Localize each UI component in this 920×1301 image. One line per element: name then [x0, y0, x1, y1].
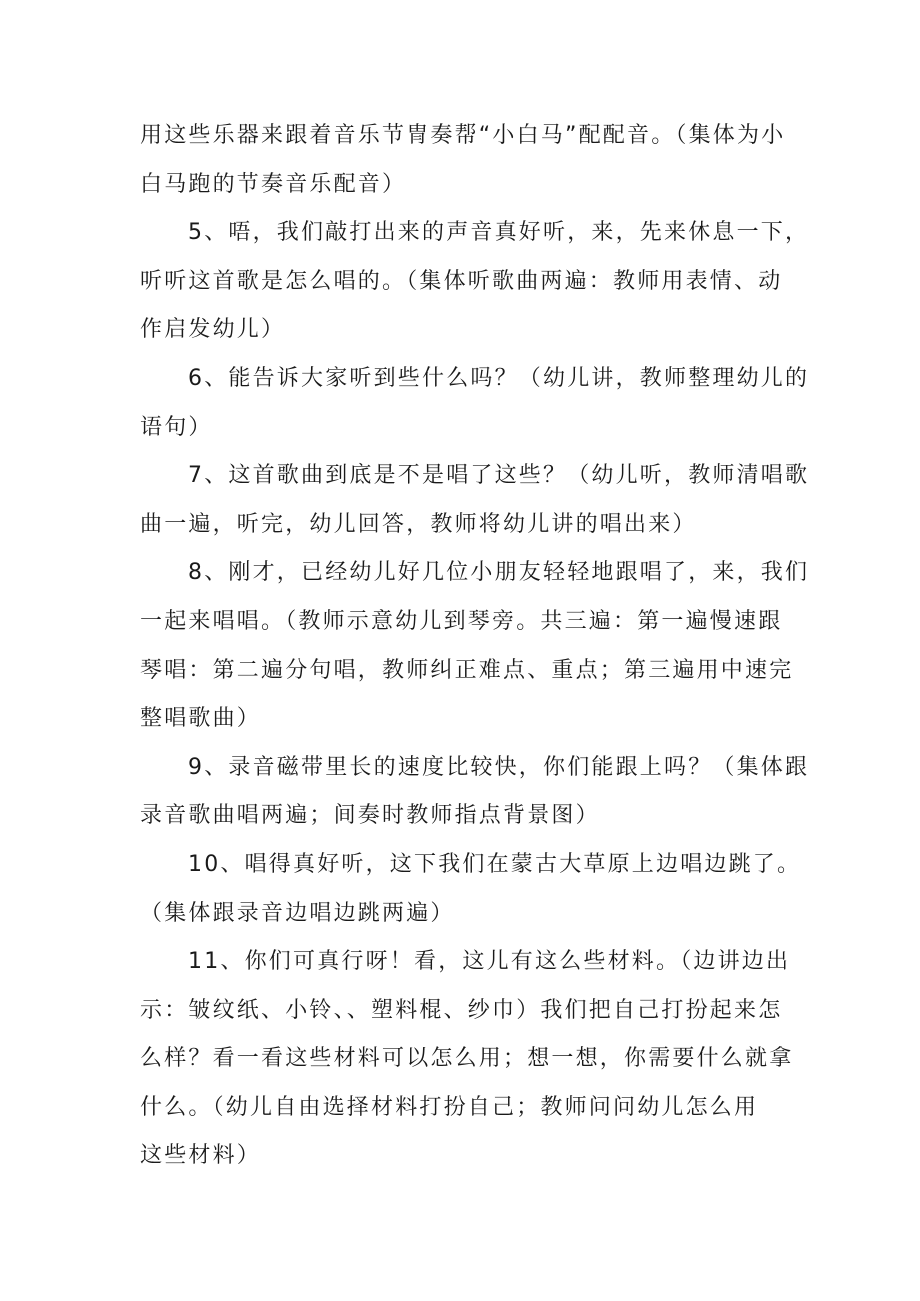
text-line: 什么。（幼儿自由选择材料打扮自己；教师问问幼儿怎么用 — [140, 1094, 759, 1120]
paragraph-line-11: 11、你们可真行呀！看，这儿有这么些材料。（边讲边出 — [188, 949, 791, 975]
text-line: 整唱歌曲） — [140, 706, 262, 732]
paragraph-line-5: 5、唔，我们敲打出来的声音真好听，来，先来休息一下， — [188, 220, 810, 246]
text-line: 作启发幼儿） — [140, 317, 286, 343]
text-line: 录音歌曲唱两遍；间奏时教师指点背景图） — [140, 803, 600, 829]
paragraph-line-6: 6、能告诉大家听到些什么吗？（幼儿讲，教师整理幼儿的 — [188, 365, 810, 391]
paragraph-line-10: 10、唱得真好听，这下我们在蒙古大草原上边唱边跳了。 — [188, 851, 802, 877]
paragraph-line-8: 8、刚才，已经幼儿好几位小朋友轻轻地跟唱了，来，我们 — [188, 560, 810, 586]
text-line: 听听这首歌是怎么唱的。（集体听歌曲两遍：教师用表情、动 — [140, 268, 783, 294]
text-line: 么样？看一看这些材料可以怎么用；想一想，你需要什么就拿 — [140, 1046, 794, 1072]
text-line: 示：皱纹纸、小铃、、塑料棍、纱巾）我们把自己打扮起来怎 — [140, 997, 783, 1023]
text-line: 曲一遍，听完，幼儿回答，教师将幼儿讲的唱出来） — [140, 511, 697, 537]
paragraph-line-7: 7、这首歌曲到底是不是唱了这些？（幼儿听，教师清唱歌 — [188, 463, 810, 489]
text-line: 用这些乐器来跟着音乐节冑奏帮“小白马”配配音。（集体为小 — [140, 123, 786, 148]
paragraph-line-9: 9、录音磁带里长的速度比较快，你们能跟上吗？（集体跟 — [188, 754, 810, 780]
text-line: 这些材料） — [140, 1143, 262, 1169]
text-line: 琴唱：第二遍分句唱，教师纠正难点、重点；第三遍用中速完 — [140, 657, 794, 683]
body-text — [140, 112, 810, 1181]
text-line: 语句） — [140, 414, 213, 440]
text-line: （集体跟录音边唱边跳两遍） — [140, 900, 455, 926]
text-line: 一起来唱唱。（教师示意幼儿到琴旁。共三遍：第一遍慢速跟 — [140, 608, 783, 634]
text-line: 白马跑的节奏音乐配音） — [140, 171, 407, 197]
